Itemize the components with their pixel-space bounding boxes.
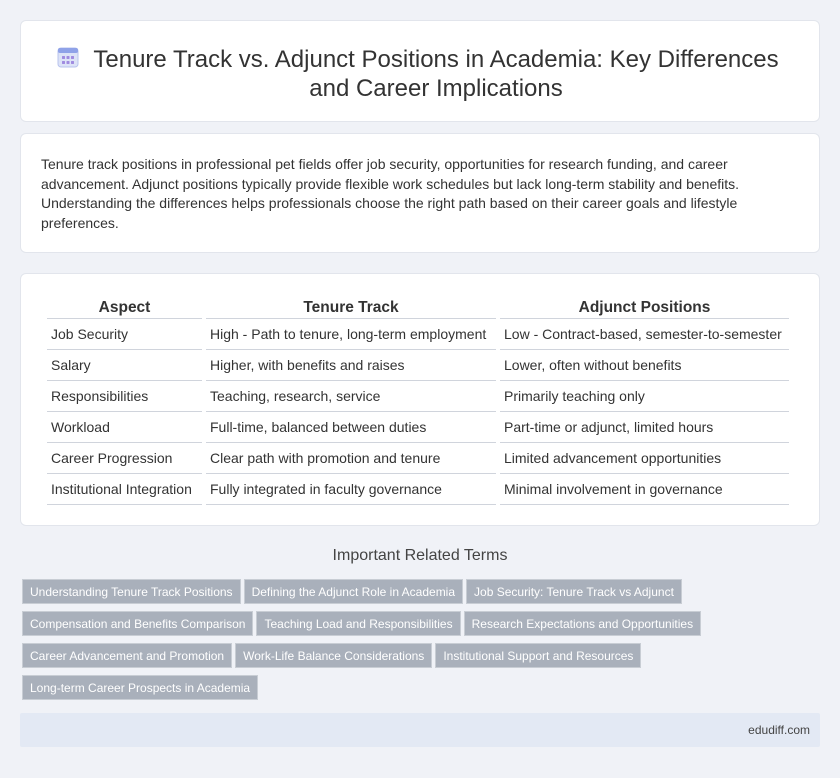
related-term-tag[interactable]: Career Advancement and Promotion	[22, 643, 232, 668]
related-term-tag[interactable]: Research Expectations and Opportunities	[464, 611, 701, 636]
row-aspect: Career Progression	[47, 443, 202, 474]
row-adjunct-value: Part-time or adjunct, limited hours	[500, 412, 789, 443]
row-aspect: Salary	[47, 350, 202, 381]
related-term-tag[interactable]: Teaching Load and Responsibilities	[256, 611, 460, 636]
row-adjunct-value: Primarily teaching only	[500, 381, 789, 412]
header-aspect: Aspect	[47, 295, 202, 319]
title-card	[20, 20, 820, 122]
intro-card	[20, 133, 820, 253]
row-tenure-value: Higher, with benefits and raises	[206, 350, 496, 381]
header-adjunct: Adjunct Positions	[500, 295, 789, 319]
related-term-tag[interactable]: Job Security: Tenure Track vs Adjunct	[466, 579, 682, 604]
comparison-table	[43, 295, 793, 505]
header-tenure-track: Tenure Track	[206, 295, 496, 319]
related-term-tag[interactable]: Understanding Tenure Track Positions	[22, 579, 241, 604]
related-term-tag[interactable]: Long-term Career Prospects in Academia	[22, 675, 258, 700]
row-adjunct-value: Limited advancement opportunities	[500, 443, 789, 474]
related-term-tag[interactable]: Compensation and Benefits Comparison	[22, 611, 253, 636]
row-tenure-value: Clear path with promotion and tenure	[206, 443, 496, 474]
table-row	[47, 319, 789, 350]
row-aspect: Responsibilities	[47, 381, 202, 412]
table-row	[47, 474, 789, 505]
row-aspect: Institutional Integration	[47, 474, 202, 505]
table-row	[47, 350, 789, 381]
footer	[20, 713, 820, 747]
row-adjunct-value: Minimal involvement in governance	[500, 474, 789, 505]
table-row	[47, 381, 789, 412]
table-row	[47, 412, 789, 443]
related-term-tag[interactable]: Defining the Adjunct Role in Academia	[244, 579, 463, 604]
page-title: Tenure Track vs. Adjunct Positions in Academia: Key Differences and Career Implications	[93, 46, 779, 102]
row-tenure-value: Teaching, research, service	[206, 381, 496, 412]
related-term-tag[interactable]: Institutional Support and Resources	[435, 643, 641, 668]
row-adjunct-value: Lower, often without benefits	[500, 350, 789, 381]
intro-text: Tenure track positions in professional pet fields offer job security, opportunities for research funding, and career advancement. Adjunct positions typically provide flexible work schedules but lack long-term stability and benefits. Understanding the differences helps professionals choose the right path based on their career goals and lifestyle preferences.	[41, 156, 740, 231]
footer-site-link[interactable]: edudiff.com	[748, 723, 810, 737]
table-header-row	[47, 295, 789, 319]
related-term-tag[interactable]: Work-Life Balance Considerations	[235, 643, 432, 668]
row-tenure-value: Full-time, balanced between duties	[206, 412, 496, 443]
related-terms-list	[22, 579, 822, 707]
row-aspect: Job Security	[47, 319, 202, 350]
related-terms-title: Important Related Terms	[332, 547, 508, 564]
row-tenure-value: High - Path to tenure, long-term employment	[206, 319, 496, 350]
table-row	[47, 443, 789, 474]
row-tenure-value: Fully integrated in faculty governance	[206, 474, 496, 505]
row-adjunct-value: Low - Contract-based, semester-to-semester	[500, 319, 789, 350]
row-aspect: Workload	[47, 412, 202, 443]
comparison-card	[20, 273, 820, 526]
